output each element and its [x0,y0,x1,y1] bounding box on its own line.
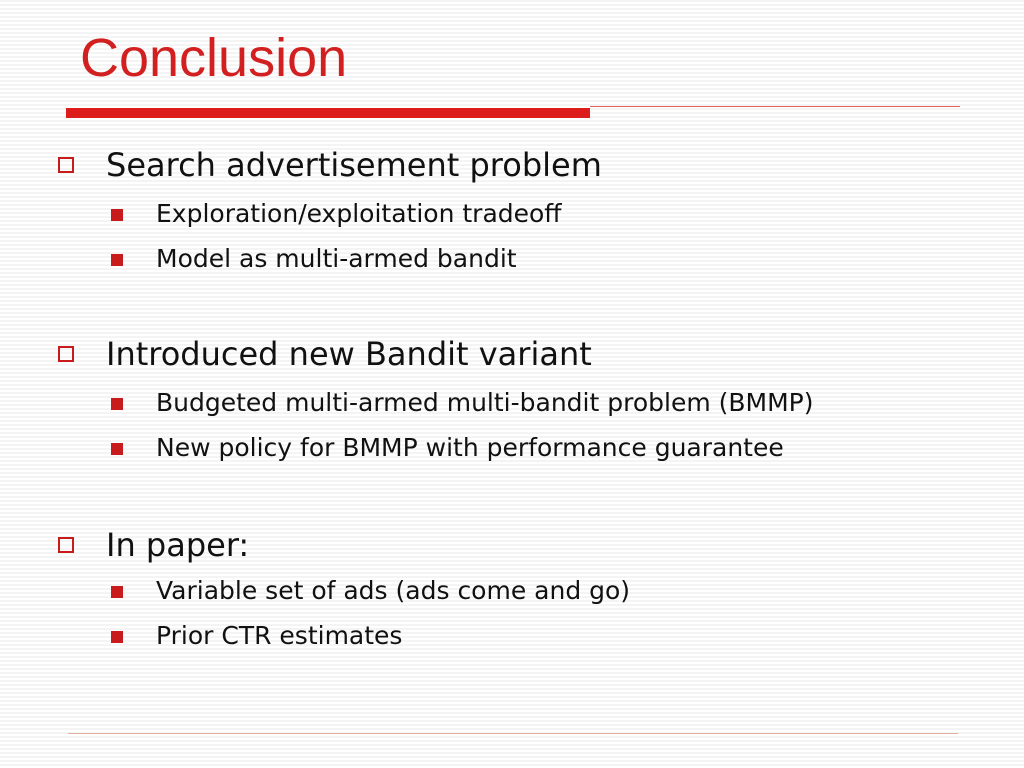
level2-text: Exploration/exploitation tradeoff [156,199,562,228]
level2-item [0,576,1024,608]
hollow-square-bullet-icon [58,157,74,173]
level2-text: Variable set of ads (ads come and go) [156,576,631,605]
filled-square-bullet-icon [111,398,123,410]
slide-title: Conclusion [80,28,348,88]
level2-text: Prior CTR estimates [156,621,403,650]
footer-rule [68,733,958,734]
level1-item [0,335,1024,375]
hollow-square-bullet-icon [58,346,74,362]
level2-text: Budgeted multi-armed multi-bandit problem (BMMP) [156,388,814,417]
filled-square-bullet-icon [111,586,123,598]
level2-item [0,621,1024,653]
level2-item [0,199,1024,231]
level1-text: Introduced new Bandit variant [106,335,592,373]
level1-text: Search advertisement problem [106,146,602,184]
level2-text: Model as multi-armed bandit [156,244,517,273]
level1-text: In paper: [106,526,250,564]
level1-item [0,526,1024,566]
level2-item [0,388,1024,420]
hollow-square-bullet-icon [58,537,74,553]
filled-square-bullet-icon [111,254,123,266]
level2-item [0,433,1024,465]
filled-square-bullet-icon [111,631,123,643]
filled-square-bullet-icon [111,209,123,221]
level2-text: New policy for BMMP with performance guarantee [156,433,784,462]
level2-item [0,244,1024,276]
filled-square-bullet-icon [111,443,123,455]
level1-item [0,146,1024,186]
